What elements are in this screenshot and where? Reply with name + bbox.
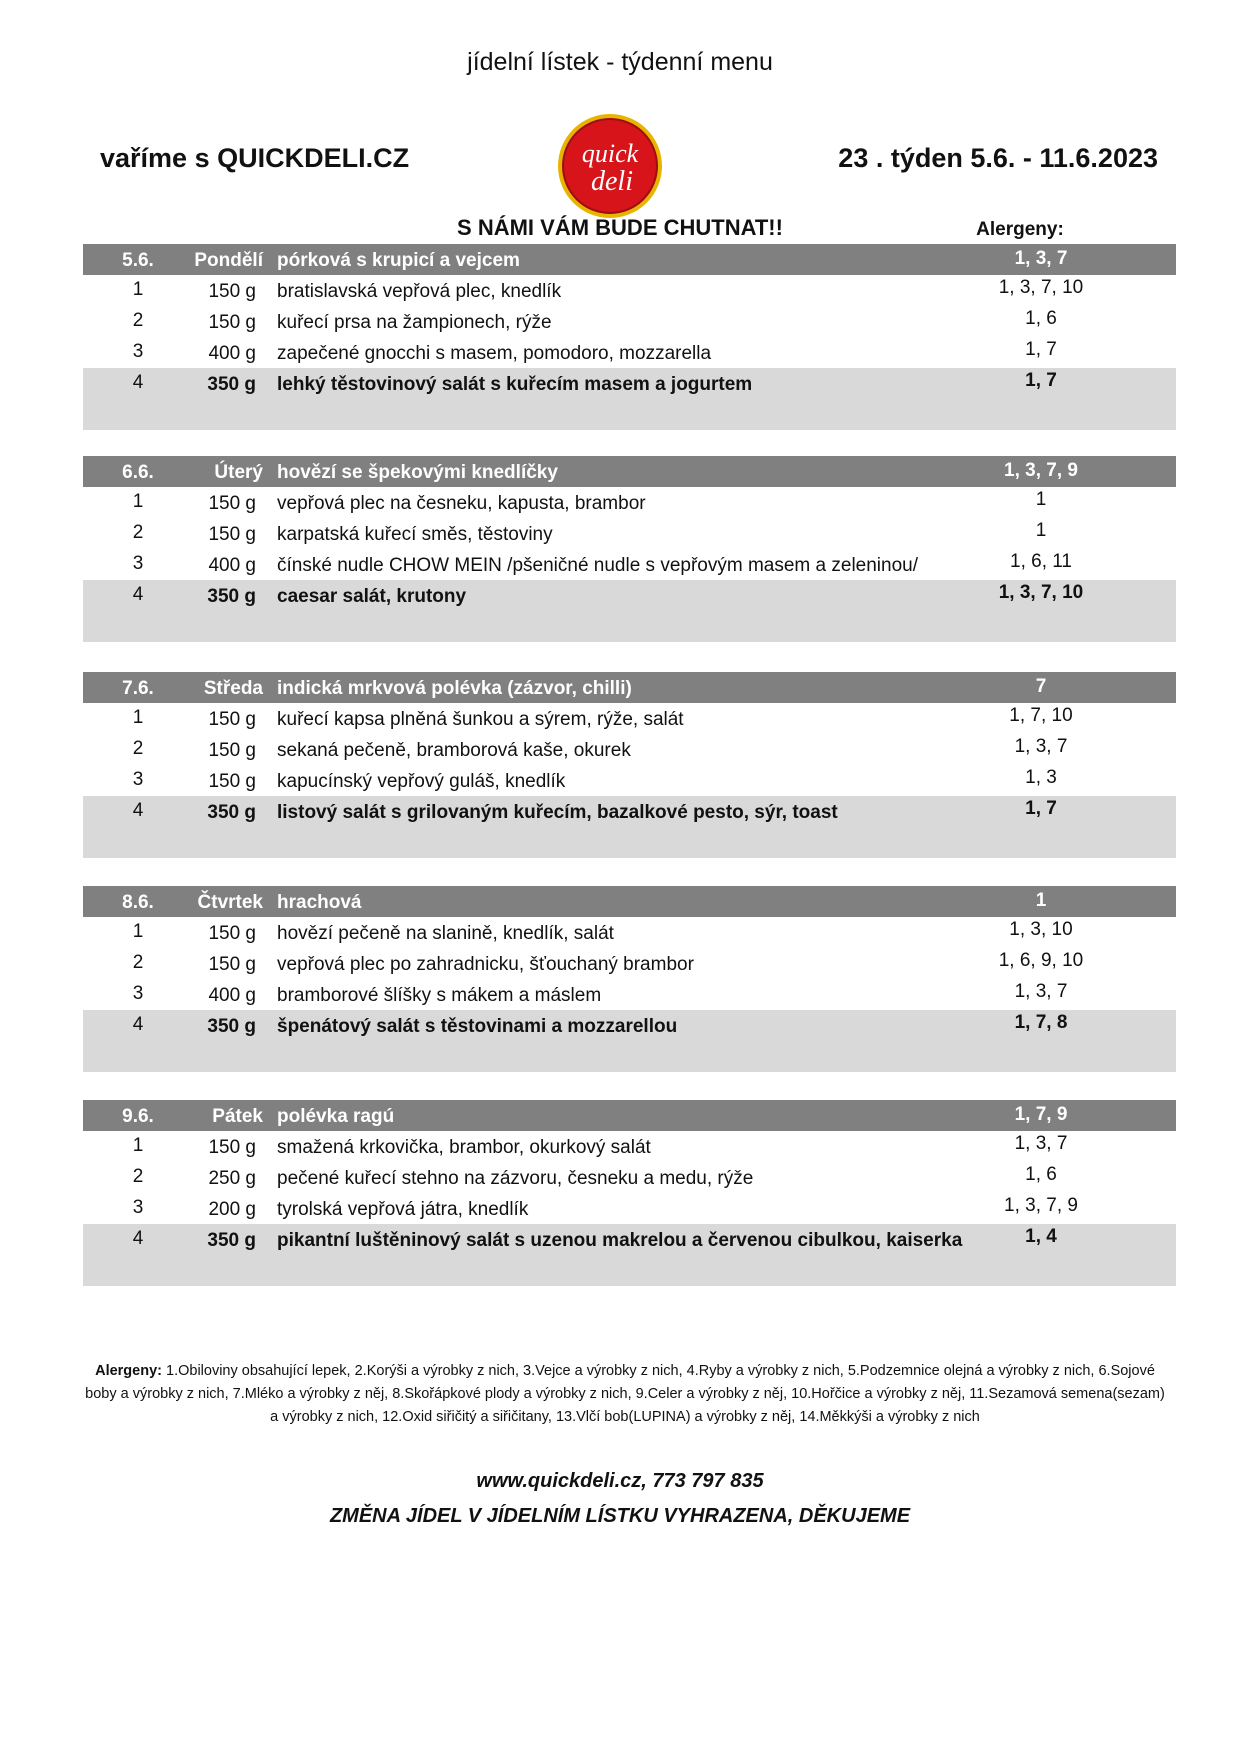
day-soup-allergens: 1, 3, 7: [1014, 248, 1068, 269]
meal-row-salad: [83, 368, 1176, 430]
meal-name: listový salát s grilovaným kuřecím, bazalkové pesto, sýr, toast: [277, 802, 838, 823]
meal-allergens: 1, 6, 9, 10: [998, 950, 1084, 971]
meal-number: 3: [132, 553, 144, 574]
meal-weight: 150 g: [208, 709, 256, 730]
allergen-legend-label: Alergeny:: [95, 1363, 162, 1379]
meal-name: vepřová plec po zahradnicku, šťouchaný brambor: [277, 954, 694, 975]
meal-allergens: 1, 7, 10: [1009, 705, 1073, 726]
day-name: Pátek: [212, 1106, 263, 1127]
meal-row: [83, 1193, 1176, 1224]
day-header: [83, 1100, 1176, 1131]
day-date: 6.6.: [122, 462, 154, 483]
meal-weight: 150 g: [208, 954, 256, 975]
meal-allergens: 1, 3, 7, 9: [1004, 1195, 1078, 1216]
meal-weight: 150 g: [208, 524, 256, 545]
meal-row: [83, 549, 1176, 580]
day-date: 9.6.: [122, 1106, 154, 1127]
meal-allergens: 1, 7: [1025, 370, 1057, 391]
meal-allergens: 1, 3, 7, 10: [998, 582, 1084, 603]
slogan: S NÁMI VÁM BUDE CHUTNAT!!: [457, 215, 783, 240]
meal-name: bramborové šlíšky s mákem a máslem: [277, 985, 602, 1006]
meal-row-salad: [83, 1010, 1176, 1072]
day-name: Středa: [203, 678, 263, 699]
meal-name: pečené kuřecí stehno na zázvoru, česneku a medu, rýže: [277, 1168, 754, 1189]
day-soup: polévka ragú: [277, 1106, 395, 1127]
day-block: [83, 456, 1176, 642]
meal-row: [83, 703, 1176, 734]
day-header: [83, 456, 1176, 487]
meal-weight: 250 g: [208, 1168, 256, 1189]
meal-row: [83, 306, 1176, 337]
page-title: jídelní lístek - týdenní menu: [467, 48, 773, 76]
day-soup: hrachová: [277, 892, 362, 913]
meal-allergens: 1, 3, 10: [1009, 919, 1073, 940]
meal-number: 1: [132, 279, 144, 300]
meal-allergens: 1: [1035, 520, 1047, 541]
week-range: 23 . týden 5.6. - 11.6.2023: [838, 143, 1158, 173]
day-block: [83, 1100, 1176, 1286]
meal-allergens: 1, 6: [1025, 1164, 1057, 1185]
meal-name: smažená krkovička, brambor, okurkový salát: [277, 1137, 651, 1158]
day-date: 5.6.: [122, 250, 154, 271]
meal-row: [83, 337, 1176, 368]
meal-weight: 350 g: [207, 1016, 256, 1037]
meal-number: 3: [132, 1197, 144, 1218]
meal-name: tyrolská vepřová játra, knedlík: [277, 1199, 529, 1220]
meal-number: 2: [132, 310, 144, 331]
day-soup-allergens: 1, 3, 7, 9: [1004, 460, 1078, 481]
meal-name: čínské nudle CHOW MEIN /pšeničné nudle s vepřovým masem a zeleninou/: [277, 555, 918, 576]
meal-row-salad: [83, 1224, 1176, 1286]
meal-weight: 400 g: [208, 343, 256, 364]
meal-number: 1: [132, 707, 144, 728]
meal-weight: 150 g: [208, 281, 256, 302]
meal-number: 4: [132, 372, 144, 393]
meal-allergens: 1, 4: [1025, 1226, 1057, 1247]
meal-name: pikantní luštěninový salát s uzenou makrelou a červenou cibulkou, kaiserka: [277, 1230, 963, 1251]
meal-allergens: 1: [1035, 489, 1047, 510]
meal-name: hovězí pečeně na slanině, knedlík, salát: [277, 923, 614, 944]
meal-number: 4: [132, 584, 144, 605]
allergen-legend: [80, 1360, 1170, 1429]
meal-allergens: 1, 3, 7: [1014, 736, 1068, 757]
brand-title: vaříme s QUICKDELI.CZ: [100, 143, 410, 173]
meal-weight: 150 g: [208, 1137, 256, 1158]
meal-allergens: 1, 6: [1025, 308, 1057, 329]
meal-row: [83, 765, 1176, 796]
meal-number: 1: [132, 921, 144, 942]
meal-name: bratislavská vepřová plec, knedlík: [277, 281, 562, 302]
logo-text-deli: deli: [591, 166, 633, 197]
day-block: [83, 672, 1176, 858]
meal-row: [83, 1162, 1176, 1193]
meal-number: 3: [132, 769, 144, 790]
meal-row: [83, 917, 1176, 948]
day-block: [83, 244, 1176, 430]
day-date: 7.6.: [122, 678, 154, 699]
day-soup-allergens: 7: [1035, 676, 1047, 697]
day-soup-allergens: 1: [1035, 890, 1047, 911]
allergen-legend-text: 1.Obiloviny obsahující lepek, 2.Korýši a výrobky z nich, 3.Vejce a výrobky z nich, 4.Ryby a výrobky z nich, 5.Podzemnice olejná a výrobky z nich, 6.Sojové boby a výrobky z nich, 7.Mléko a výrobky z něj, 8.Skořápkové plody a výrobky z nich, 9.Celer a výrobky z něj, 10.Hořčice a výrobky z něj, 11.Sezamová semena(sezam) a výrobky z nich, 12.Oxid siřičitý a siřičitany, 13.Vlčí bob(LUPINA) a výrobky z něj, 14.Měkkýši a výrobky z nich: [85, 1363, 1165, 1425]
meal-number: 4: [132, 1014, 144, 1035]
meal-allergens: 1, 3, 7, 10: [998, 277, 1084, 298]
meal-weight: 400 g: [208, 985, 256, 1006]
meal-row: [83, 275, 1176, 306]
meal-row: [83, 487, 1176, 518]
day-soup-allergens: 1, 7, 9: [1014, 1104, 1068, 1125]
meal-row: [83, 1131, 1176, 1162]
meal-name: sekaná pečeně, bramborová kaše, okurek: [277, 740, 631, 761]
meal-weight: 150 g: [208, 493, 256, 514]
change-notice: ZMĚNA JÍDEL V JÍDELNÍM LÍSTKU VYHRAZENA, DĚKUJEME: [329, 1505, 911, 1527]
day-name: Pondělí: [194, 250, 263, 271]
meal-row-salad: [83, 580, 1176, 642]
meal-allergens: 1, 3: [1025, 767, 1057, 788]
meal-name: zapečené gnocchi s masem, pomodoro, mozzarella: [277, 343, 712, 364]
meal-weight: 150 g: [208, 312, 256, 333]
meal-name: kuřecí prsa na žampionech, rýže: [277, 312, 552, 333]
meal-name: špenátový salát s těstovinami a mozzarellou: [277, 1016, 678, 1037]
meal-weight: 350 g: [207, 374, 256, 395]
meal-row: [83, 979, 1176, 1010]
meal-allergens: 1, 3, 7: [1014, 1133, 1068, 1154]
meal-number: 2: [132, 738, 144, 759]
quickdeli-logo: [554, 112, 666, 220]
meal-number: 2: [132, 1166, 144, 1187]
meal-weight: 200 g: [208, 1199, 256, 1220]
day-block: [83, 886, 1176, 1072]
meal-weight: 350 g: [207, 802, 256, 823]
meal-number: 2: [132, 522, 144, 543]
meal-allergens: 1, 6, 11: [1010, 551, 1072, 572]
meal-weight: 150 g: [208, 771, 256, 792]
day-name: Úterý: [214, 462, 263, 483]
day-soup: pórková s krupicí a vejcem: [277, 250, 520, 271]
meal-number: 1: [132, 1135, 144, 1156]
meal-row: [83, 948, 1176, 979]
day-name: Čtvrtek: [197, 892, 263, 913]
day-soup: hovězí se špekovými knedlíčky: [277, 462, 558, 483]
meal-row: [83, 518, 1176, 549]
contact-line: www.quickdeli.cz, 773 797 835: [476, 1470, 764, 1492]
day-soup: indická mrkvová polévka (zázvor, chilli): [277, 678, 632, 699]
meal-name: kapucínský vepřový guláš, knedlík: [277, 771, 566, 792]
meal-allergens: 1, 7, 8: [1014, 1012, 1068, 1033]
meal-name: kuřecí kapsa plněná šunkou a sýrem, rýže, salát: [277, 709, 684, 730]
meal-row: [83, 734, 1176, 765]
meal-allergens: 1, 7: [1025, 339, 1057, 360]
day-header: [83, 672, 1176, 703]
meal-name: karpatská kuřecí směs, těstoviny: [277, 524, 553, 545]
meal-weight: 400 g: [208, 555, 256, 576]
day-header: [83, 244, 1176, 275]
meal-name: vepřová plec na česneku, kapusta, brambor: [277, 493, 646, 514]
meal-row-salad: [83, 796, 1176, 858]
day-date: 8.6.: [122, 892, 154, 913]
meal-number: 1: [132, 491, 144, 512]
meal-weight: 350 g: [207, 586, 256, 607]
meal-number: 4: [132, 800, 144, 821]
meal-number: 4: [132, 1228, 144, 1249]
meal-number: 3: [132, 983, 144, 1004]
meal-name: lehký těstovinový salát s kuřecím masem a jogurtem: [277, 374, 753, 395]
allergens-column-label: Alergeny:: [976, 219, 1064, 240]
meal-number: 2: [132, 952, 144, 973]
meal-number: 3: [132, 341, 144, 362]
meal-allergens: 1, 3, 7: [1014, 981, 1068, 1002]
day-header: [83, 886, 1176, 917]
meal-weight: 350 g: [207, 1230, 256, 1251]
meal-allergens: 1, 7: [1025, 798, 1057, 819]
logo-text-quick: quick: [581, 139, 639, 168]
meal-weight: 150 g: [208, 923, 256, 944]
meal-weight: 150 g: [208, 740, 256, 761]
meal-name: caesar salát, krutony: [277, 586, 467, 607]
